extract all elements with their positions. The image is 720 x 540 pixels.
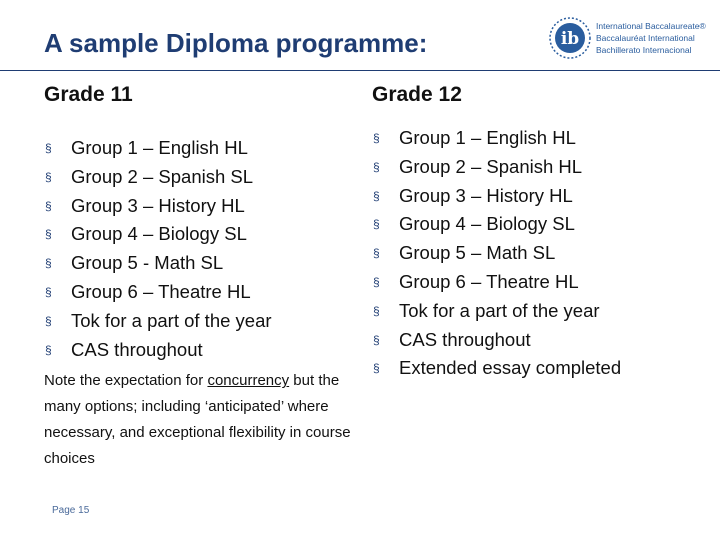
list-item-label: Tok for a part of the year (71, 309, 272, 331)
slide-title: A sample Diploma programme: (44, 28, 428, 58)
grade-12-heading: Grade 12 (372, 83, 462, 106)
bullet-icon: § (373, 332, 380, 347)
list-item-label: Group 5 - Math SL (71, 252, 224, 274)
bullet-icon: § (45, 169, 52, 184)
bullet-icon: § (45, 284, 52, 299)
list-item (44, 307, 374, 336)
bullet-icon: § (373, 274, 380, 289)
bullet-icon: § (373, 361, 380, 376)
note-underlined-word: concurrency (207, 372, 290, 390)
bullet-icon: § (373, 303, 380, 318)
bullet-icon: § (45, 141, 52, 155)
list-item (372, 210, 702, 239)
list-item (372, 354, 702, 383)
list-item-label: Group 1 – English HL (71, 137, 248, 158)
bullet-icon: § (373, 188, 380, 203)
note-text-before: Note the expectation for (44, 372, 208, 390)
grade-12-list (372, 124, 702, 383)
list-item-label: Group 4 – Biology SL (71, 223, 247, 245)
bullet-icon: § (45, 198, 52, 213)
bullet-icon: § (373, 159, 380, 174)
list-item (372, 268, 702, 297)
grade-11-column (44, 83, 374, 472)
list-item (44, 249, 374, 278)
list-item-label: Group 3 – History HL (399, 184, 573, 206)
svg-text:ib: ib (560, 29, 580, 49)
list-item-label: Group 2 – Spanish SL (71, 165, 254, 187)
list-item-label: Extended essay completed (399, 357, 622, 379)
list-item (44, 134, 374, 163)
note-text-after: but the many options; including ‘anticipated’ where necessary, and exceptional flexibility in course choices (44, 372, 351, 468)
list-item (44, 192, 374, 221)
list-item-label: Tok for a part of the year (399, 299, 600, 321)
grade-11-heading: Grade 11 (44, 83, 133, 106)
ib-logo (548, 16, 708, 62)
bullet-icon: § (45, 313, 52, 328)
bullet-icon: § (45, 256, 52, 271)
page-number: Page 15 (52, 505, 90, 516)
bullet-icon: § (45, 342, 52, 357)
list-item-label: Group 6 – Theatre HL (71, 280, 251, 302)
list-item-label: Group 3 – History HL (71, 194, 245, 216)
ib-logo-mark-icon (548, 16, 592, 60)
list-item (372, 239, 702, 268)
list-item (44, 163, 374, 192)
grade-11-list (44, 134, 374, 364)
bullet-icon: § (45, 227, 52, 242)
list-item (44, 336, 374, 365)
logo-line-2: Baccalauréat International (596, 33, 695, 43)
list-item (372, 124, 702, 153)
list-item (372, 326, 702, 355)
logo-line-1: International Baccalaureate® (596, 21, 706, 31)
list-item-label: Group 5 – Math SL (399, 242, 556, 264)
list-item-label: Group 4 – Biology SL (399, 213, 575, 235)
ib-logo-text (596, 20, 706, 56)
bullet-icon: § (373, 217, 380, 232)
list-item (44, 220, 374, 249)
list-item-label: Group 2 – Spanish HL (399, 155, 583, 177)
list-item (372, 153, 702, 182)
concurrency-note (44, 368, 374, 472)
list-item (372, 182, 702, 211)
list-item (44, 278, 374, 307)
list-item-label: Group 1 – English HL (399, 127, 576, 148)
bullet-icon: § (373, 131, 380, 145)
list-item-label: CAS throughout (399, 328, 531, 350)
logo-line-3: Bachillerato Internacional (596, 45, 692, 55)
list-item-label: Group 6 – Theatre HL (399, 270, 579, 292)
list-item-label: CAS throughout (71, 338, 203, 360)
list-item (372, 297, 702, 326)
bullet-icon: § (373, 246, 380, 261)
grade-12-column (372, 83, 702, 383)
title-divider (0, 70, 720, 71)
